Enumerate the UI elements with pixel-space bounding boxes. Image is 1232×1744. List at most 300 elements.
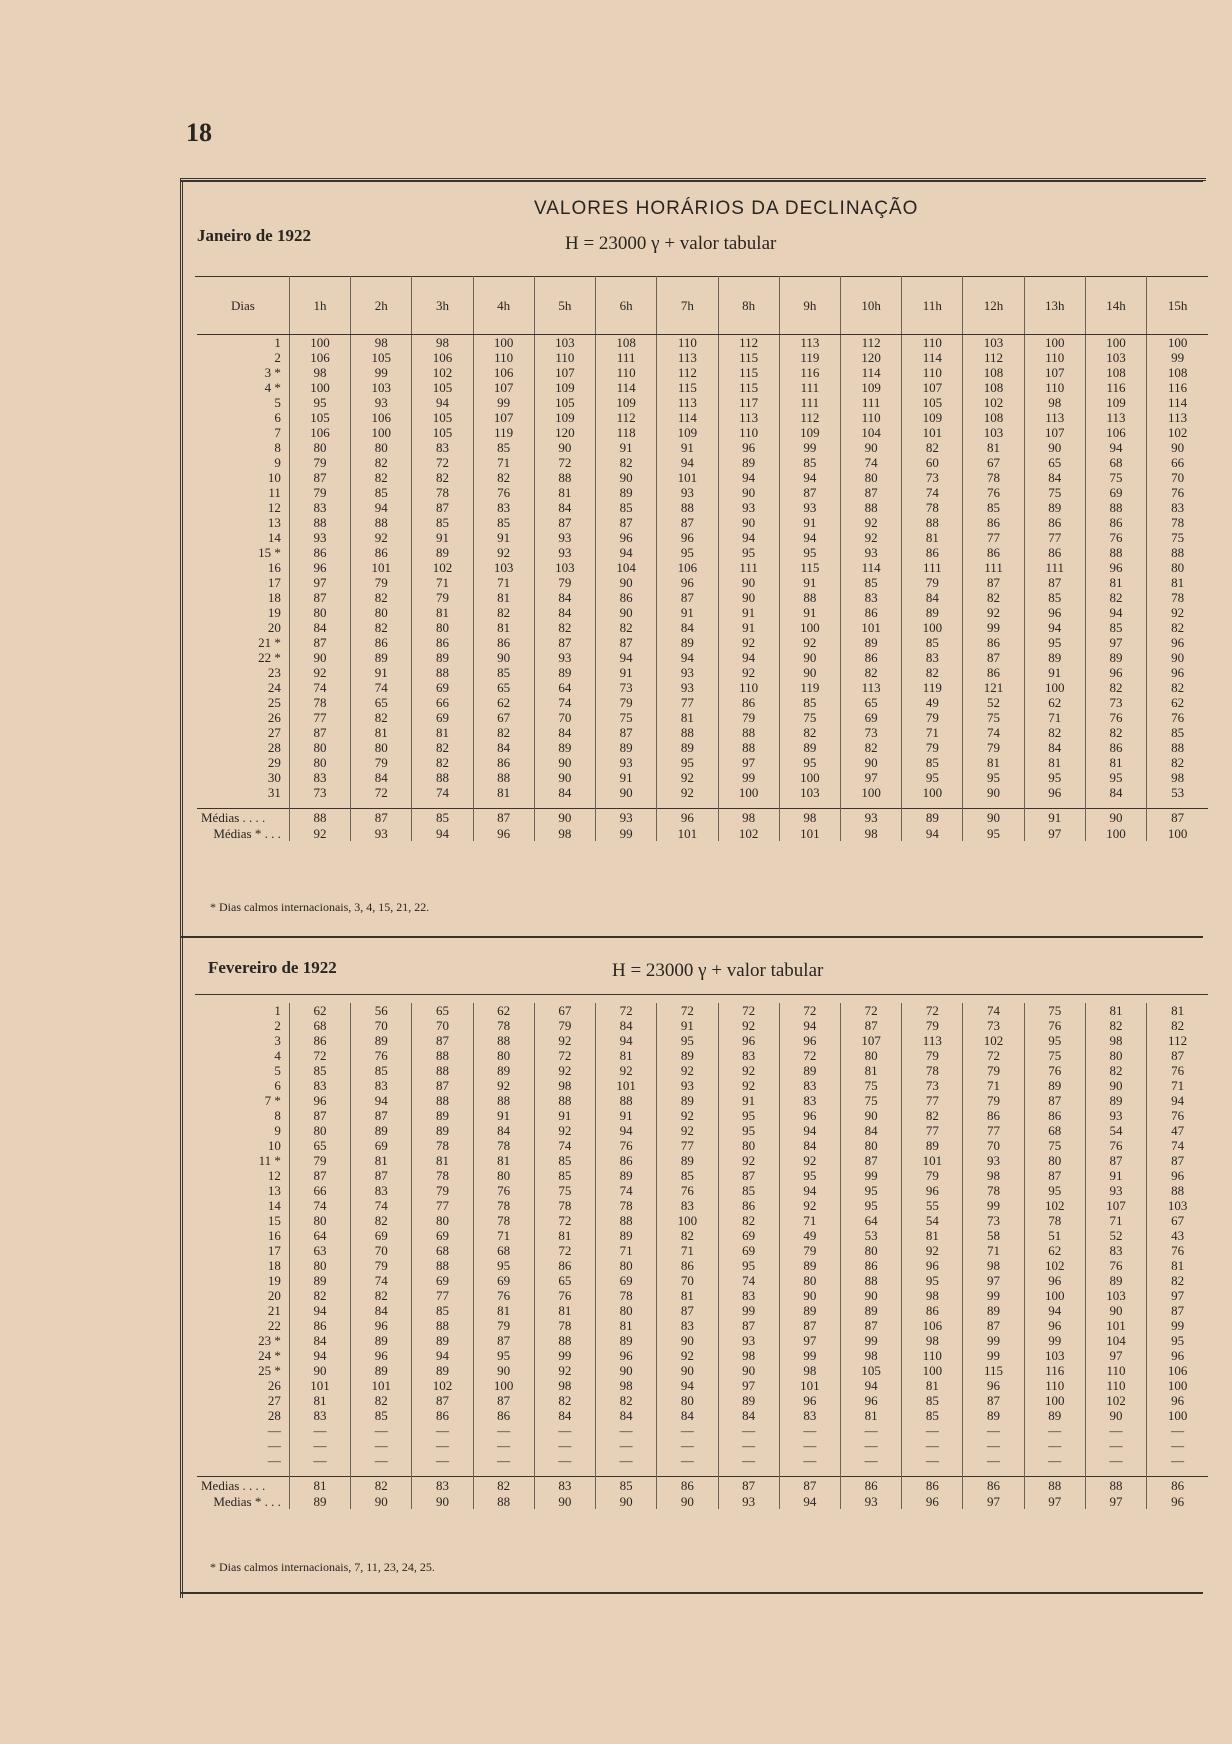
value-cell: 106 <box>289 425 350 440</box>
value-cell: 80 <box>1085 1048 1146 1063</box>
average-value: 87 <box>718 1477 779 1494</box>
value-cell: — <box>657 1438 718 1453</box>
value-cell: 88 <box>596 1093 657 1108</box>
value-cell: 82 <box>596 620 657 635</box>
value-cell: 81 <box>473 785 534 800</box>
value-cell: 95 <box>718 1258 779 1273</box>
value-cell: 99 <box>840 1333 901 1348</box>
value-cell: 74 <box>902 485 963 500</box>
value-cell: 90 <box>779 665 840 680</box>
value-cell: 87 <box>289 590 350 605</box>
value-cell: 76 <box>657 1183 718 1198</box>
table-row <box>197 440 1208 455</box>
value-cell: 91 <box>718 620 779 635</box>
value-cell: 78 <box>473 1213 534 1228</box>
value-cell: 98 <box>718 1348 779 1363</box>
value-cell: 116 <box>1085 380 1146 395</box>
value-cell: 95 <box>840 1198 901 1213</box>
value-cell: 69 <box>412 680 473 695</box>
average-value: 85 <box>596 1477 657 1494</box>
month-title-february: Fevereiro de 1922 <box>208 958 337 977</box>
table-row <box>197 1018 1208 1033</box>
value-cell: 100 <box>1024 1393 1085 1408</box>
value-cell: 84 <box>534 605 595 620</box>
value-cell: 71 <box>779 1213 840 1228</box>
value-cell: 89 <box>289 1273 350 1288</box>
value-cell: 110 <box>902 335 963 351</box>
value-cell: 101 <box>902 1153 963 1168</box>
value-cell: 88 <box>412 665 473 680</box>
value-cell: 94 <box>718 470 779 485</box>
value-cell: 80 <box>289 755 350 770</box>
value-cell: 107 <box>1024 365 1085 380</box>
value-cell: 62 <box>473 695 534 710</box>
value-cell: 86 <box>963 665 1024 680</box>
value-cell: 82 <box>351 590 412 605</box>
value-cell: 71 <box>963 1243 1024 1258</box>
value-cell: 78 <box>1147 515 1208 530</box>
value-cell: 83 <box>351 1078 412 1093</box>
value-cell: 90 <box>840 440 901 455</box>
value-cell: 89 <box>657 1093 718 1108</box>
average-value: 97 <box>1024 825 1085 841</box>
value-cell: 115 <box>718 350 779 365</box>
value-cell: 87 <box>412 500 473 515</box>
value-cell: 82 <box>351 1393 412 1408</box>
day-label: 6 <box>274 1078 281 1093</box>
column-header-hour: 13h <box>1024 276 1085 335</box>
value-cell: 113 <box>779 335 840 351</box>
value-cell: 79 <box>412 1183 473 1198</box>
page-number: 18 <box>186 118 212 147</box>
average-value: 86 <box>840 1477 901 1494</box>
value-cell: 109 <box>534 380 595 395</box>
value-cell: 81 <box>351 1153 412 1168</box>
value-cell: 90 <box>1085 1078 1146 1093</box>
value-cell: 98 <box>902 1333 963 1348</box>
value-cell: 106 <box>351 410 412 425</box>
value-cell: 47 <box>1147 1123 1208 1138</box>
value-cell: 80 <box>596 1303 657 1318</box>
value-cell: 86 <box>1024 1108 1085 1123</box>
value-cell: 109 <box>534 410 595 425</box>
average-value: 99 <box>596 825 657 841</box>
value-cell: 73 <box>596 680 657 695</box>
value-cell: 78 <box>963 1183 1024 1198</box>
value-cell: 82 <box>473 470 534 485</box>
value-cell: 91 <box>657 440 718 455</box>
value-cell: 103 <box>351 380 412 395</box>
value-cell: 95 <box>718 1123 779 1138</box>
value-cell: 121 <box>963 680 1024 695</box>
value-cell: 111 <box>963 560 1024 575</box>
value-cell: 92 <box>840 515 901 530</box>
value-cell: 100 <box>779 770 840 785</box>
value-cell: 96 <box>1147 1348 1208 1363</box>
value-cell: 96 <box>657 575 718 590</box>
value-cell: 82 <box>534 620 595 635</box>
table-row <box>197 1393 1208 1408</box>
value-cell: 87 <box>289 470 350 485</box>
value-cell: 84 <box>1024 740 1085 755</box>
value-cell: 95 <box>1024 770 1085 785</box>
value-cell: 86 <box>596 590 657 605</box>
value-cell: 93 <box>657 680 718 695</box>
value-cell: 100 <box>718 785 779 800</box>
table-row <box>197 1093 1208 1108</box>
day-label: 3 * <box>264 365 281 380</box>
average-value: 98 <box>534 825 595 841</box>
value-cell: 94 <box>289 1303 350 1318</box>
value-cell: 93 <box>534 530 595 545</box>
value-cell: 92 <box>657 1348 718 1363</box>
value-cell: 99 <box>1147 350 1208 365</box>
value-cell: 101 <box>779 1378 840 1393</box>
value-cell: 120 <box>534 425 595 440</box>
value-cell: 89 <box>351 1333 412 1348</box>
average-value: 94 <box>902 825 963 841</box>
table-row <box>197 1378 1208 1393</box>
value-cell: 84 <box>289 620 350 635</box>
value-cell: 110 <box>1024 380 1085 395</box>
average-value: 97 <box>963 1493 1024 1509</box>
day-label: 17 <box>267 575 281 590</box>
value-cell: — <box>412 1423 473 1438</box>
value-cell: 82 <box>412 755 473 770</box>
value-cell: 86 <box>473 635 534 650</box>
value-cell: 68 <box>412 1243 473 1258</box>
value-cell: 76 <box>963 485 1024 500</box>
value-cell: 82 <box>1085 725 1146 740</box>
value-cell: 96 <box>963 1378 1024 1393</box>
value-cell: 81 <box>1147 1003 1208 1018</box>
column-header-hour: 2h <box>351 276 412 335</box>
value-cell: 102 <box>963 1033 1024 1048</box>
value-cell: 100 <box>902 620 963 635</box>
value-cell: 82 <box>902 1108 963 1123</box>
day-label: 25 * <box>258 1363 281 1378</box>
value-cell: 74 <box>289 1198 350 1213</box>
value-cell: 85 <box>351 1408 412 1423</box>
table-row <box>197 1273 1208 1288</box>
value-cell: 79 <box>963 740 1024 755</box>
value-cell: 81 <box>902 530 963 545</box>
value-cell: 80 <box>289 1213 350 1228</box>
value-cell: 96 <box>1147 635 1208 650</box>
value-cell: 82 <box>1024 725 1085 740</box>
value-cell: 109 <box>840 380 901 395</box>
value-cell: 85 <box>289 1063 350 1078</box>
value-cell: 89 <box>779 1303 840 1318</box>
day-label: 25 <box>267 695 281 710</box>
rule-bottom <box>180 1592 1203 1594</box>
value-cell: 101 <box>840 620 901 635</box>
value-cell: 103 <box>1147 1198 1208 1213</box>
table-row <box>197 1213 1208 1228</box>
value-cell: 109 <box>1085 395 1146 410</box>
table-row <box>197 1243 1208 1258</box>
value-cell: 93 <box>534 545 595 560</box>
value-cell: 93 <box>534 650 595 665</box>
value-cell: 86 <box>657 1258 718 1273</box>
value-cell: 83 <box>657 1198 718 1213</box>
value-cell: 64 <box>840 1213 901 1228</box>
value-cell: 119 <box>779 350 840 365</box>
value-cell: 112 <box>718 335 779 351</box>
value-cell: 81 <box>963 440 1024 455</box>
value-cell: 74 <box>412 785 473 800</box>
value-cell: 93 <box>657 1078 718 1093</box>
value-cell: 108 <box>1085 365 1146 380</box>
value-cell: 82 <box>351 1213 412 1228</box>
column-header-hour: 12h <box>963 276 1024 335</box>
value-cell: 112 <box>963 350 1024 365</box>
value-cell: 82 <box>596 1393 657 1408</box>
value-cell: 95 <box>718 1108 779 1123</box>
value-cell: 111 <box>596 350 657 365</box>
value-cell: 100 <box>1024 680 1085 695</box>
value-cell: 82 <box>1147 1273 1208 1288</box>
value-cell: 96 <box>1024 1273 1085 1288</box>
value-cell: 81 <box>596 1048 657 1063</box>
value-cell: 85 <box>473 515 534 530</box>
value-cell: 85 <box>779 455 840 470</box>
value-cell: 83 <box>779 1408 840 1423</box>
value-cell: 109 <box>902 410 963 425</box>
value-cell: 84 <box>534 785 595 800</box>
average-value: 86 <box>902 1477 963 1494</box>
average-value: 90 <box>657 1493 718 1509</box>
value-cell: 110 <box>1085 1363 1146 1378</box>
value-cell: 116 <box>1024 1363 1085 1378</box>
table-row <box>197 665 1208 680</box>
value-cell: 79 <box>289 485 350 500</box>
value-cell: 112 <box>1147 1033 1208 1048</box>
value-cell: 85 <box>902 1393 963 1408</box>
table-row <box>197 1408 1208 1423</box>
value-cell: 85 <box>473 440 534 455</box>
value-cell: 97 <box>718 1378 779 1393</box>
day-label: 9 <box>274 1123 281 1138</box>
value-cell: 88 <box>1147 740 1208 755</box>
value-cell: 79 <box>473 1318 534 1333</box>
value-cell: 72 <box>657 1003 718 1018</box>
value-cell: 74 <box>963 725 1024 740</box>
value-cell: 96 <box>289 1093 350 1108</box>
table-row <box>197 785 1208 800</box>
value-cell: 96 <box>1085 665 1146 680</box>
value-cell: 65 <box>1024 455 1085 470</box>
value-cell: 82 <box>351 470 412 485</box>
value-cell: 103 <box>534 560 595 575</box>
day-label: 8 <box>274 1108 281 1123</box>
value-cell: 72 <box>963 1048 1024 1063</box>
value-cell: 98 <box>351 335 412 351</box>
table-row <box>197 470 1208 485</box>
value-cell: 80 <box>289 605 350 620</box>
value-cell: 96 <box>289 560 350 575</box>
value-cell: 103 <box>1085 1288 1146 1303</box>
value-cell: 102 <box>1085 1393 1146 1408</box>
value-cell: 70 <box>657 1273 718 1288</box>
value-cell: 97 <box>1147 1288 1208 1303</box>
day-label: 14 <box>267 1198 281 1213</box>
average-label: Medias * . . . <box>213 1493 281 1509</box>
value-cell: 88 <box>840 500 901 515</box>
value-cell: 100 <box>657 1213 718 1228</box>
value-cell: 86 <box>1085 740 1146 755</box>
value-cell: 74 <box>289 680 350 695</box>
value-cell: 87 <box>718 1318 779 1333</box>
value-cell: 115 <box>963 1363 1024 1378</box>
value-cell: 111 <box>902 560 963 575</box>
value-cell: 105 <box>534 395 595 410</box>
value-cell: 79 <box>963 1093 1024 1108</box>
value-cell: 82 <box>473 725 534 740</box>
value-cell: 99 <box>779 1348 840 1363</box>
value-cell: 87 <box>840 485 901 500</box>
value-cell: — <box>779 1438 840 1453</box>
average-value: 82 <box>473 1477 534 1494</box>
value-cell: 92 <box>657 770 718 785</box>
day-label: 5 <box>274 1063 281 1078</box>
table-row <box>197 1348 1208 1363</box>
value-cell: 52 <box>963 695 1024 710</box>
value-cell: 66 <box>1147 455 1208 470</box>
day-label: 6 <box>274 410 281 425</box>
value-cell: 72 <box>718 1003 779 1018</box>
value-cell: 75 <box>534 1183 595 1198</box>
value-cell: 105 <box>289 410 350 425</box>
value-cell: 98 <box>963 1258 1024 1273</box>
value-cell: 86 <box>902 545 963 560</box>
day-label: 20 <box>267 1288 281 1303</box>
average-value: 90 <box>534 1493 595 1509</box>
value-cell: 86 <box>351 635 412 650</box>
value-cell: 113 <box>657 395 718 410</box>
value-cell: 111 <box>718 560 779 575</box>
value-cell: 79 <box>289 1153 350 1168</box>
day-label: 16 <box>267 1228 281 1243</box>
value-cell: 95 <box>657 1033 718 1048</box>
table-row <box>197 455 1208 470</box>
value-cell: 99 <box>351 365 412 380</box>
value-cell: 92 <box>534 1063 595 1078</box>
value-cell: 78 <box>289 695 350 710</box>
value-cell: 84 <box>534 725 595 740</box>
value-cell: 97 <box>779 1333 840 1348</box>
value-cell: 89 <box>534 665 595 680</box>
value-cell: 87 <box>1024 1093 1085 1108</box>
average-value: 82 <box>351 1477 412 1494</box>
column-header-days: Dias <box>197 276 289 335</box>
value-cell: 67 <box>1147 1213 1208 1228</box>
day-label: 24 <box>267 680 281 695</box>
rule-feb-top <box>195 994 1208 995</box>
average-value: 89 <box>289 1493 350 1509</box>
value-cell: 79 <box>351 755 412 770</box>
day-label: 22 <box>267 1318 281 1333</box>
value-cell: 67 <box>473 710 534 725</box>
value-cell: 93 <box>718 500 779 515</box>
value-cell: 110 <box>534 350 595 365</box>
value-cell: 87 <box>657 590 718 605</box>
value-cell: 69 <box>351 1138 412 1153</box>
value-cell: 80 <box>412 620 473 635</box>
value-cell: 86 <box>1085 515 1146 530</box>
day-label: 12 <box>267 1168 281 1183</box>
average-value: 87 <box>1147 809 1208 826</box>
day-label: 10 <box>267 470 281 485</box>
value-cell: 89 <box>963 1408 1024 1423</box>
value-cell: 90 <box>657 1363 718 1378</box>
value-cell: — <box>902 1453 963 1468</box>
value-cell: 81 <box>289 1393 350 1408</box>
value-cell: 88 <box>902 515 963 530</box>
value-cell: 99 <box>779 440 840 455</box>
value-cell: 89 <box>657 1048 718 1063</box>
average-value: 96 <box>1147 1493 1208 1509</box>
table-row <box>197 1138 1208 1153</box>
value-cell: 92 <box>657 785 718 800</box>
value-cell: 80 <box>1147 560 1208 575</box>
value-cell: 79 <box>902 575 963 590</box>
value-cell: 72 <box>840 1003 901 1018</box>
day-label: 10 <box>267 1138 281 1153</box>
value-cell: 81 <box>534 1303 595 1318</box>
value-cell: 110 <box>596 365 657 380</box>
value-cell: 94 <box>718 530 779 545</box>
value-cell: 88 <box>779 590 840 605</box>
value-cell: 94 <box>779 530 840 545</box>
value-cell: 88 <box>351 515 412 530</box>
value-cell: 111 <box>840 395 901 410</box>
value-cell: 80 <box>289 740 350 755</box>
value-cell: 88 <box>718 725 779 740</box>
value-cell: 82 <box>1147 620 1208 635</box>
value-cell: — <box>351 1423 412 1438</box>
value-cell: 52 <box>1085 1228 1146 1243</box>
value-cell: 67 <box>963 455 1024 470</box>
value-cell: 113 <box>1147 410 1208 425</box>
value-cell: 106 <box>412 350 473 365</box>
value-cell: — <box>412 1453 473 1468</box>
value-cell: 113 <box>1024 410 1085 425</box>
value-cell: 87 <box>657 1303 718 1318</box>
value-cell: 96 <box>1147 1168 1208 1183</box>
average-value: 98 <box>779 809 840 826</box>
value-cell: 89 <box>1024 1078 1085 1093</box>
value-cell: 82 <box>1147 680 1208 695</box>
value-cell: 91 <box>779 605 840 620</box>
value-cell: 113 <box>840 680 901 695</box>
value-cell: 62 <box>1024 695 1085 710</box>
value-cell: 87 <box>963 1393 1024 1408</box>
value-cell: 106 <box>289 350 350 365</box>
table-february <box>197 1003 1208 1509</box>
value-cell: 73 <box>963 1213 1024 1228</box>
value-cell: 106 <box>1085 425 1146 440</box>
value-cell: 81 <box>473 620 534 635</box>
value-cell: 87 <box>1085 1153 1146 1168</box>
value-cell: 87 <box>473 1393 534 1408</box>
value-cell: 98 <box>1085 1033 1146 1048</box>
value-cell: 114 <box>840 560 901 575</box>
table-row <box>197 1063 1208 1078</box>
value-cell: — <box>1147 1453 1208 1468</box>
value-cell: 86 <box>351 545 412 560</box>
value-cell: 87 <box>473 1333 534 1348</box>
